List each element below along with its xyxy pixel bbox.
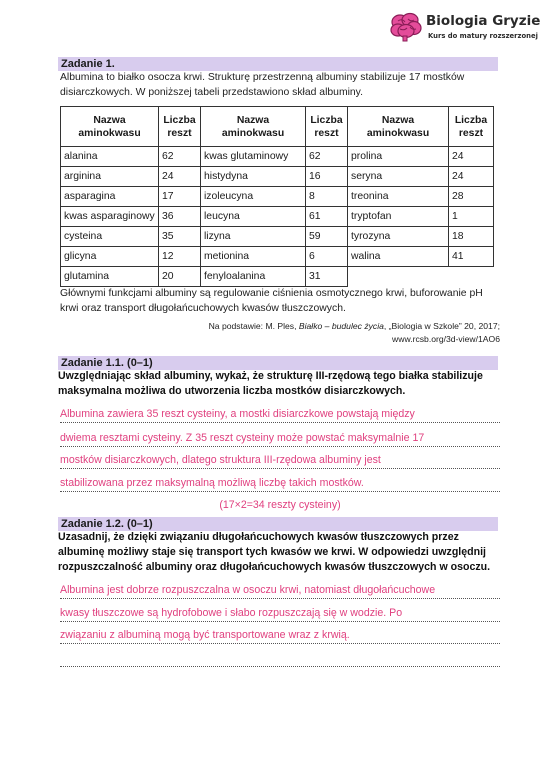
residue-count-cell: 20 — [159, 267, 201, 287]
answer-line: dwiema resztami cysteiny. Z 35 reszt cysteiny może powstać maksymalnie 17 — [60, 430, 500, 447]
task1-functions — [60, 286, 500, 316]
residue-count-cell: 12 — [159, 247, 201, 267]
amino-acid-name-cell: glicyna — [61, 247, 159, 267]
amino-acid-name-cell — [348, 267, 449, 287]
amino-acid-name-cell: walina — [348, 247, 449, 267]
residue-count-cell: 18 — [449, 227, 494, 247]
amino-acid-name-cell: leucyna — [201, 207, 306, 227]
table-row — [61, 187, 494, 207]
question-line: maksymalna możliwa do utworzenia liczba mostków disiarczkowych. — [58, 385, 406, 397]
residue-count-cell: 24 — [449, 147, 494, 167]
answer-line: kwasy tłuszczowe są hydrofobowe i słabo rozpuszczają się w wodzie. Po — [60, 605, 500, 622]
question-line: rozpuszczalność albuminy oraz długołańcuchowych kwasów tłuszczowych w osoczu. — [58, 561, 491, 573]
answer-line: Albumina zawiera 35 reszt cysteiny, a mostki disiarczkowe powstają między — [60, 406, 500, 423]
residue-count-cell: 8 — [306, 187, 348, 207]
table-row — [61, 167, 494, 187]
residue-count-cell: 6 — [306, 247, 348, 267]
answer-line: związaniu z albuminą mogą być transportowane wraz z krwią. — [60, 627, 500, 644]
column-header-count: Liczba reszt — [449, 107, 494, 147]
table-row — [61, 247, 494, 267]
answer-line: Albumina jest dobrze rozpuszczalna w osoczu krwi, natomiast długołańcuchowe — [60, 582, 500, 599]
amino-acid-table — [60, 106, 494, 287]
residue-count-cell: 62 — [306, 147, 348, 167]
task1-functions-line: krwi oraz transport długołańcuchowych kwasów tłuszczowych. — [60, 303, 346, 314]
residue-count-cell: 1 — [449, 207, 494, 227]
amino-acid-name-cell: lizyna — [201, 227, 306, 247]
amino-acid-name-cell: fenyloalanina — [201, 267, 306, 287]
residue-count-cell: 28 — [449, 187, 494, 207]
task1-intro-line: disiarczkowych. W poniższej tabeli przedstawiono skład albuminy. — [60, 87, 363, 98]
amino-acid-name-cell: metionina — [201, 247, 306, 267]
amino-acid-name-cell: treonina — [348, 187, 449, 207]
residue-count-cell: 17 — [159, 187, 201, 207]
table-row — [61, 207, 494, 227]
amino-acid-name-cell: tryptofan — [348, 207, 449, 227]
amino-acid-name-cell: histydyna — [201, 167, 306, 187]
residue-count-cell: 36 — [159, 207, 201, 227]
task1-intro-line: Albumina to białko osocza krwi. Strukturę przestrzenną albuminy stabilizuje 17 mostków — [60, 72, 465, 83]
table-row — [61, 267, 494, 287]
residue-count-cell: 61 — [306, 207, 348, 227]
amino-acid-name-cell: tyrozyna — [348, 227, 449, 247]
residue-count-cell: 24 — [449, 167, 494, 187]
question-line: Uzasadnij, że dzięki związaniu długołańcuchowych kwasów tłuszczowych przez — [58, 531, 459, 543]
amino-acid-name-cell: arginina — [61, 167, 159, 187]
table-row — [61, 227, 494, 247]
residue-count-cell: 16 — [306, 167, 348, 187]
amino-acid-name-cell: kwas glutaminowy — [201, 147, 306, 167]
brand-name: Biologia Gryzie — [426, 13, 541, 29]
column-header-name: Nazwa aminokwasu — [201, 107, 306, 147]
question-line: Uwzględniając skład albuminy, wykaż, że strukturę III-rzędową tego białka stabilizuje — [58, 370, 483, 382]
column-header-count: Liczba reszt — [159, 107, 201, 147]
amino-acid-name-cell: asparagina — [61, 187, 159, 207]
task1-1-title-bar: Zadanie 1.1. (0–1) — [58, 356, 498, 370]
task1-2-title-bar: Zadanie 1.2. (0–1) — [58, 517, 498, 531]
residue-count-cell: 31 — [306, 267, 348, 287]
source-citation: Na podstawie: M. Ples, Białko – budulec życia, „Biologia w Szkole” 20, 2017; www.rcsb.org/3d-view/1AO6 — [60, 320, 500, 346]
table-header-row — [61, 107, 494, 147]
table-row — [61, 147, 494, 167]
task1-title-bar: Zadanie 1. — [58, 57, 498, 71]
residue-count-cell: 41 — [449, 247, 494, 267]
column-header-count: Liczba reszt — [306, 107, 348, 147]
answer-line — [60, 650, 500, 667]
residue-count-cell: 59 — [306, 227, 348, 247]
column-header-name: Nazwa aminokwasu — [61, 107, 159, 147]
residue-count-cell: 62 — [159, 147, 201, 167]
brain-icon — [390, 12, 422, 42]
amino-acid-name-cell: cysteina — [61, 227, 159, 247]
brand-subtitle: Kurs do matury rozszerzonej — [428, 32, 538, 40]
answer-line: stabilizowana przez maksymalną możliwą liczbę takich mostków. — [60, 475, 500, 492]
amino-acid-name-cell: izoleucyna — [201, 187, 306, 207]
residue-count-cell: 24 — [159, 167, 201, 187]
column-header-name: Nazwa aminokwasu — [348, 107, 449, 147]
question-line: albuminę możliwy staje się transport tych kwasów we krwi. W odpowiedzi uwzględnij — [58, 546, 486, 558]
amino-acid-name-cell: glutamina — [61, 267, 159, 287]
task1-1-question — [58, 369, 503, 399]
brand-logo — [390, 10, 550, 50]
answer-calculation: (17×2=34 reszty cysteiny) — [219, 499, 341, 511]
task1-intro — [60, 70, 500, 100]
task1-functions-line: Głównymi funkcjami albuminy są regulowanie ciśnienia osmotycznego krwi, buforowanie pH — [60, 288, 483, 299]
task1-2-question — [58, 530, 503, 575]
amino-acid-name-cell: prolina — [348, 147, 449, 167]
answer-line: mostków disiarczkowych, dlatego struktura III-rzędowa albuminy jest — [60, 452, 500, 469]
residue-count-cell: 35 — [159, 227, 201, 247]
amino-acid-name-cell: alanina — [61, 147, 159, 167]
amino-acid-name-cell: seryna — [348, 167, 449, 187]
residue-count-cell — [449, 267, 494, 287]
amino-acid-name-cell: kwas asparaginowy — [61, 207, 159, 227]
source-url: www.rcsb.org/3d-view/1AO6 — [392, 334, 500, 344]
